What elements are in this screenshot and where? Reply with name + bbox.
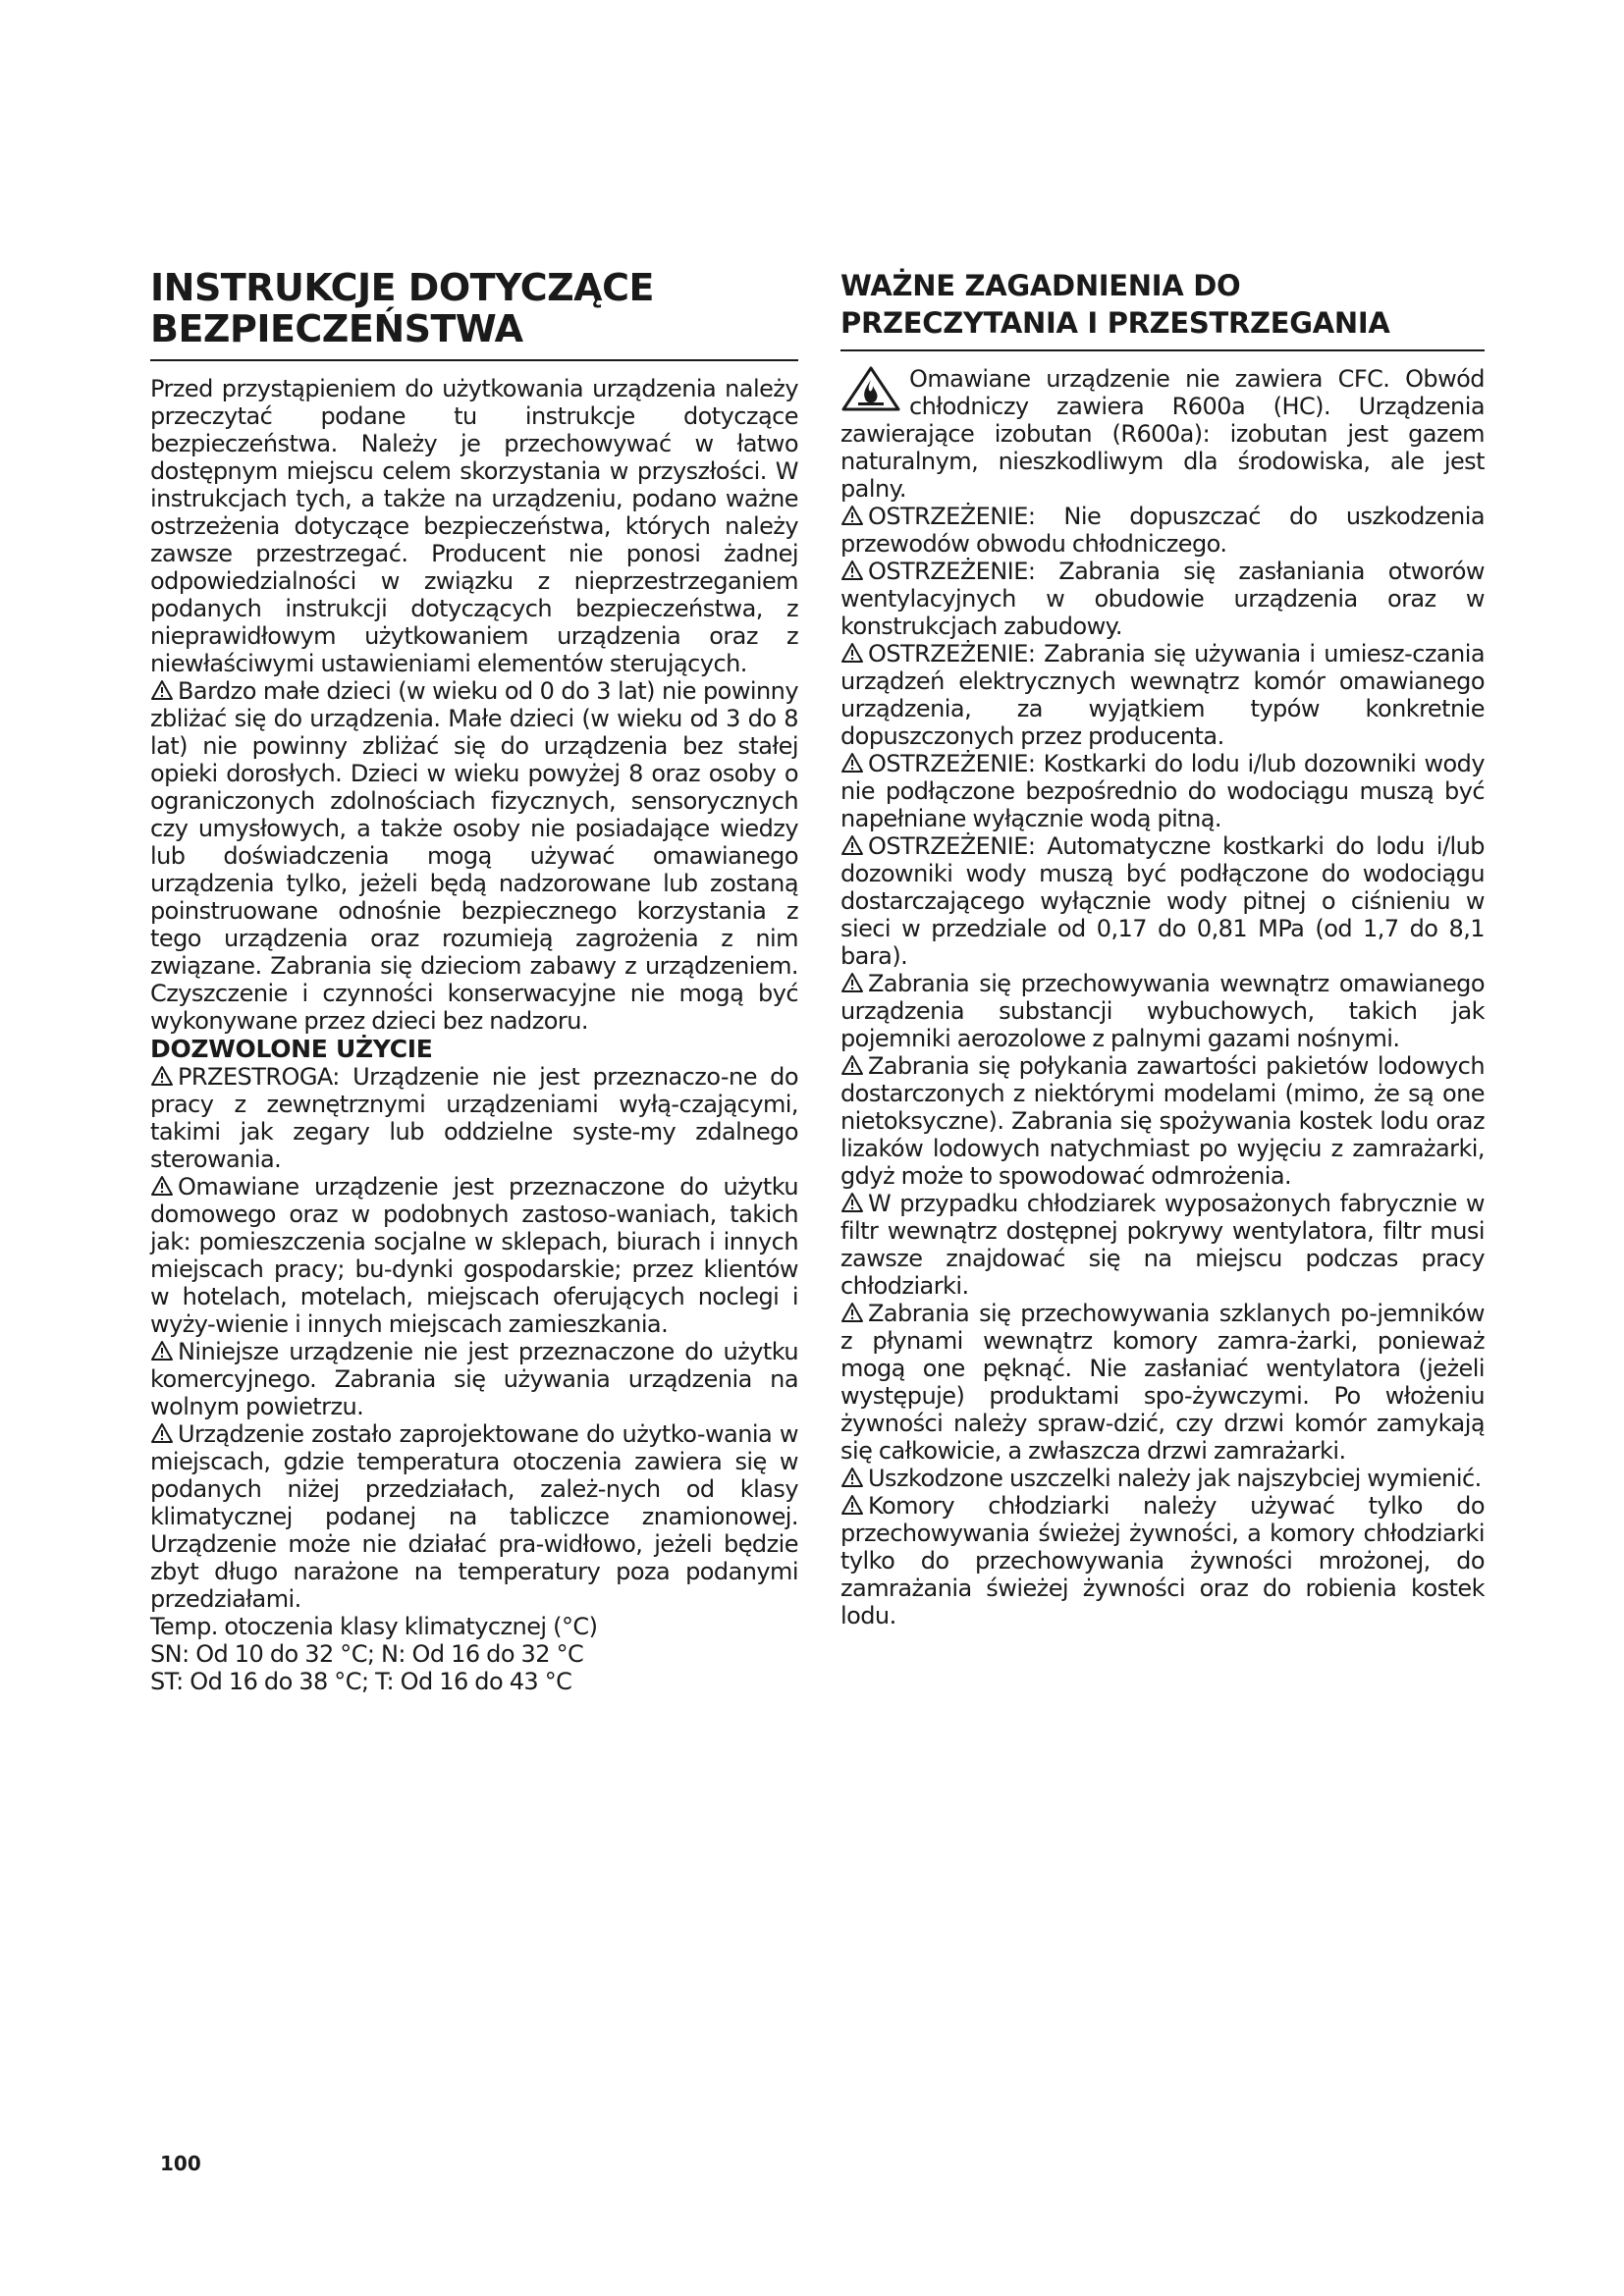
paragraph-warning-water-pressure-text: OSTRZEŻENIE: Automatyczne kostkarki do lodu i/lub dozowniki wody muszą być podłączone do wodociągu dostarczającego wyłącznie wody pitnej o ciśnieniu w sieci w przedziale od 0,17 do 0,81 MPa (od 1,7 do 8,1 bara).	[840, 832, 1485, 970]
warning-triangle-icon	[150, 1175, 174, 1197]
temp-class-st-t: ST: Od 16 do 38 °C; T: Od 16 do 43 °C	[150, 1668, 572, 1695]
subheading-permitted-use: DOZWOLONE UŻYCIE	[150, 1035, 433, 1063]
paragraph-warning-electrical	[840, 640, 1485, 750]
paragraph-household-use	[150, 1173, 798, 1338]
paragraph-household-use-text: Omawiane urządzenie jest przeznaczone do użytku domowego oraz w podobnych zastoso-waniach, takich jak: pomieszczenia socjalne w sklepach, biurach i innych miejscach pracy; bu-dynki gospodarskie; przez klientów w hotelach, motelach, miejscach oferujących noclegi i wyży-wienie i innych miejscach zamieszkania.	[150, 1173, 798, 1338]
paragraph-filter-text: W przypadku chłodziarek wyposażonych fabrycznie w filtr wewnątrz dostępnej pokrywy wentylatora, filtr musi zawsze znajdować się na miejscu podczas pracy chłodziarki.	[840, 1190, 1485, 1300]
warning-triangle-icon	[150, 1340, 174, 1362]
paragraph-caution	[150, 1063, 798, 1173]
title-line-2: PRZECZYTANIA I PRZESTRZEGANIA	[840, 306, 1390, 340]
paragraph-ice-packs	[840, 1052, 1485, 1190]
warning-triangle-icon	[840, 1054, 864, 1076]
paragraph-warning-water-pressure	[840, 832, 1485, 970]
paragraph-warning-circuit	[840, 503, 1485, 558]
paragraph-refrigerant-text: Omawiane urządzenie nie zawiera CFC. Obwód chłodniczy zawiera R600a (HC). Urządzenia zawierające izobutan (R600a): izobutan jest gazem naturalnym, nieszkodliwym dla środowiska, ale jest palny.	[840, 365, 1485, 503]
paragraph-warning-circuit-text: OSTRZEŻENIE: Nie dopuszczać do uszkodzenia przewodów obwodu chłodniczego.	[840, 503, 1485, 558]
paragraph-refrigerant	[840, 365, 1485, 503]
paragraph-seals-text: Uszkodzone uszczelki należy jak najszybciej wymienić.	[868, 1465, 1482, 1492]
title-line-2: BEZPIECZEŃSTWA	[150, 307, 523, 350]
paragraph-filter	[840, 1190, 1485, 1300]
paragraph-warning-vents-text: OSTRZEŻENIE: Zabrania się zasłaniania otworów wentylacyjnych w obudowie urządzenia oraz w konstrukcjach zabudowy.	[840, 558, 1485, 640]
paragraph-warning-ice-makers-text: OSTRZEŻENIE: Kostkarki do lodu i/lub dozowniki wody nie podłączone bezpośrednio do wodociągu muszą być napełniane wyłącznie wodą pitną.	[840, 750, 1485, 832]
page-number: 100	[160, 2152, 201, 2175]
warning-triangle-icon	[840, 1467, 864, 1488]
warning-triangle-icon	[840, 1494, 864, 1516]
paragraph-glass-containers	[840, 1300, 1485, 1465]
paragraph-climate-text: Urządzenie zostało zaprojektowane do użytko-wania w miejscach, gdzie temperatura otoczenia zawiera się w podanych niżej przedziałach, zależ-nych od klasy klimatycznej podanej na tabliczce znamionowej. Urządzenie może nie działać pra-widłowo, jeżeli będzie zbyt długo narażone na temperatury poza podanymi przedziałami.	[150, 1420, 798, 1613]
paragraph-explosives-text: Zabrania się przechowywania wewnątrz omawianego urządzenia substancji wybuchowych, takich jak pojemniki aerozolowe z palnymi gazami nośnymi.	[840, 970, 1485, 1052]
title-rule	[840, 349, 1485, 351]
flammable-warning-icon	[840, 365, 901, 412]
warning-triangle-icon	[840, 752, 864, 774]
warning-triangle-icon	[150, 679, 174, 701]
paragraph-children-text: Bardzo małe dzieci (w wieku od 0 do 3 lat) nie powinny zbliżać się do urządzenia. Małe dzieci (w wieku od 3 do 8 lat) nie powinny zbliżać się do urządzenia bez stałej opieki dorosłych. Dzieci w wieku powyżej 8 oraz osoby o ograniczonych zdolnościach fizycznych, sensorycznych czy umysłowych, a także osoby nie posiadające wiedzy lub doświadczenia mogą używać omawianego urządzenia tylko, jeżeli będą nadzorowane lub zostaną poinstruowane odnośnie bezpiecznego korzystania z tego urządzenia oraz rozumieją zagrożenia z nim związane. Zabrania się dzieciom zabawy z urządzeniem. Czyszczenie i czynności konserwacyjne nie mogą być wykonywane przez dzieci bez nadzoru.	[150, 677, 798, 1035]
paragraph-compartments-text: Komory chłodziarki należy używać tylko do przechowywania świeżej żywności, a komory chłodziarki tylko do przechowywania żywności mrożonej, do zamrażania świeżej żywności oraz do robienia kostek lodu.	[840, 1492, 1485, 1629]
paragraph-explosives	[840, 970, 1485, 1052]
warning-triangle-icon	[150, 1065, 174, 1087]
temp-class-heading: Temp. otoczenia klasy klimatycznej (°C)	[150, 1613, 598, 1640]
section-title-safety	[150, 267, 798, 349]
temp-class-sn-n: SN: Od 10 do 32 °C; N: Od 16 do 32 °C	[150, 1640, 584, 1668]
left-column	[150, 267, 798, 1695]
title-rule	[150, 359, 798, 361]
warning-triangle-icon	[840, 642, 864, 664]
paragraph-warning-ice-makers	[840, 750, 1485, 832]
paragraph-warning-electrical-text: OSTRZEŻENIE: Zabrania się używania i umiesz-czania urządzeń elektrycznych wewnątrz komór omawianego urządzenia, za wyjątkiem typów konkretnie dopuszczonych przez producenta.	[840, 640, 1485, 750]
paragraph-climate	[150, 1420, 798, 1613]
title-line-1: WAŻNE ZAGADNIENIA DO	[840, 269, 1241, 302]
paragraph-compartments	[840, 1492, 1485, 1629]
warning-triangle-icon	[840, 1192, 864, 1213]
paragraph-seals	[840, 1465, 1485, 1492]
warning-triangle-icon	[840, 834, 864, 856]
warning-triangle-icon	[150, 1422, 174, 1444]
right-column	[840, 267, 1485, 1629]
paragraph-glass-containers-text: Zabrania się przechowywania szklanych po-jemników z płynami wewnątrz komory zamra-żarki, ponieważ mogą one pęknąć. Nie zasłaniać wentylatora (jeżeli występuje) produktami spo-żywczymi. Po włożeniu żywności należy spraw-dzić, czy drzwi komór zamykają się całkowicie, a zwłaszcza drzwi zamrażarki.	[840, 1300, 1485, 1465]
section-title-important	[840, 267, 1485, 342]
paragraph-children	[150, 677, 798, 1035]
paragraph-not-commercial	[150, 1338, 798, 1420]
warning-triangle-icon	[840, 1302, 864, 1323]
warning-triangle-icon	[840, 560, 864, 581]
title-line-1: INSTRUKCJE DOTYCZĄCE	[150, 266, 654, 309]
warning-triangle-icon	[840, 505, 864, 526]
paragraph-not-commercial-text: Niniejsze urządzenie nie jest przeznaczone do użytku komercyjnego. Zabrania się używania urządzenia na wolnym powietrzu.	[150, 1338, 798, 1420]
paragraph-warning-vents	[840, 558, 1485, 640]
paragraph-caution-text: PRZESTROGA: Urządzenie nie jest przeznaczo-ne do pracy z zewnętrznymi urządzeniami wyłą-czającymi, takimi jak zegary lub oddzielne syste-my zdalnego sterowania.	[150, 1063, 798, 1173]
warning-triangle-icon	[840, 972, 864, 993]
paragraph-ice-packs-text: Zabrania się połykania zawartości pakietów lodowych dostarczonych z niektórymi modelami (mimo, że są one nietoksyczne). Zabrania się spożywania kostek lodu oraz lizaków lodowych natychmiast po wyjęciu z zamrażarki, gdyż może to spowodować odmrożenia.	[840, 1052, 1485, 1190]
paragraph-intro: Przed przystąpieniem do użytkowania urządzenia należy przeczytać podane tu instrukcje dotyczące bezpieczeństwa. Należy je przechowywać w łatwo dostępnym miejscu celem skorzystania w przyszłości. W instrukcjach tych, a także na urządzeniu, podano ważne ostrzeżenia dotyczące bezpieczeństwa, których należy zawsze przestrzegać. Producent nie ponosi żadnej odpowiedzialności w związku z nieprzestrzeganiem podanych instrukcji dotyczących bezpieczeństwa, z nieprawidłowym użytkowaniem urządzenia oraz z niewłaściwymi ustawieniami elementów sterujących.	[150, 375, 798, 677]
